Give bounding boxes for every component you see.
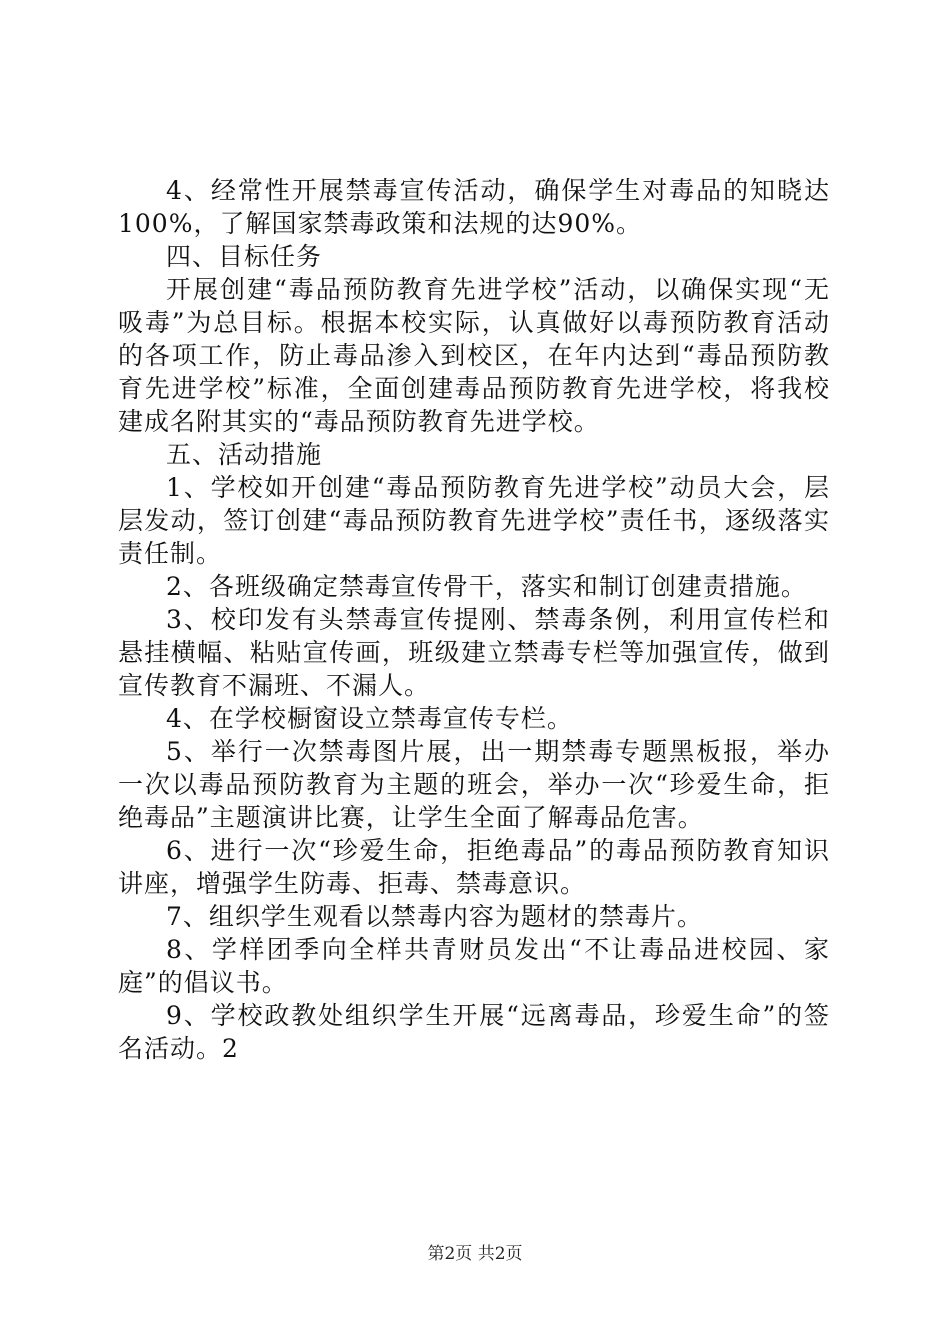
paragraph-measure-4: 4、在学校橱窗设立禁毒宣传专栏。 [166, 704, 573, 733]
paragraph-measure-9: 9、学校政教处组织学生开展“远离毒品，珍爱生命”的签名活动。2 [118, 1001, 830, 1063]
paragraph-measure-5: 5、举行一次禁毒图片展，出一期禁毒专题黑板报，举办一次以毒品预防教育为主题的班会，举办一次“珍爱生命，拒绝毒品”主题演讲比赛，让学生全面了解毒品危害。 [118, 737, 830, 832]
paragraph-measure-1: 1、学校如开创建“毒品预防教育先进学校”动员大会，层层发动，签订创建“毒品预防教育先进学校”责任书，逐级落实责任制。 [118, 473, 830, 568]
document-body [118, 174, 830, 1065]
paragraph-measure-8: 8、学样团季向全样共青财员发出“不让毒品进校园、家庭”的倡议书。 [118, 935, 830, 997]
section-heading-measures: 五、活动措施 [166, 440, 323, 469]
section-heading-targets: 四、目标任务 [166, 242, 323, 271]
paragraph-targets: 开展创建“毒品预防教育先进学校”活动，以确保实现“无吸毒”为总目标。根据本校实际，认真做好以毒预防教育活动的各项工作，防止毒品渗入到校区，在年内达到“毒品预防教育先进学校”标准，全面创建毒品预防教育先进学校，将我校建成名附其实的“毒品预防教育先进学校。 [118, 275, 830, 436]
paragraph-measure-7: 7、组织学生观看以禁毒内容为题材的禁毒片。 [166, 902, 703, 931]
page-footer [0, 1243, 950, 1265]
paragraph-measure-3: 3、校印发有头禁毒宣传提刚、禁毒条例，利用宣传栏和悬挂横幅、粘贴宣传画，班级建立禁毒专栏等加强宣传，做到宣传教育不漏班、不漏人。 [118, 605, 830, 700]
paragraph-measure-2: 2、各班级确定禁毒宣传骨干，落实和制订创建责措施。 [166, 572, 807, 601]
paragraph-measure-6: 6、进行一次“珍爱生命，拒绝毒品”的毒品预防教育知识讲座，增强学生防毒、拒毒、禁毒意识。 [118, 836, 830, 898]
paragraph-awareness-goal: 4、经常性开展禁毒宣传活动，确保学生对毒品的知晓达100%，了解国家禁毒政策和法规的达90%。 [118, 176, 830, 238]
page-number-label: 第2页 共2页 [427, 1244, 523, 1264]
